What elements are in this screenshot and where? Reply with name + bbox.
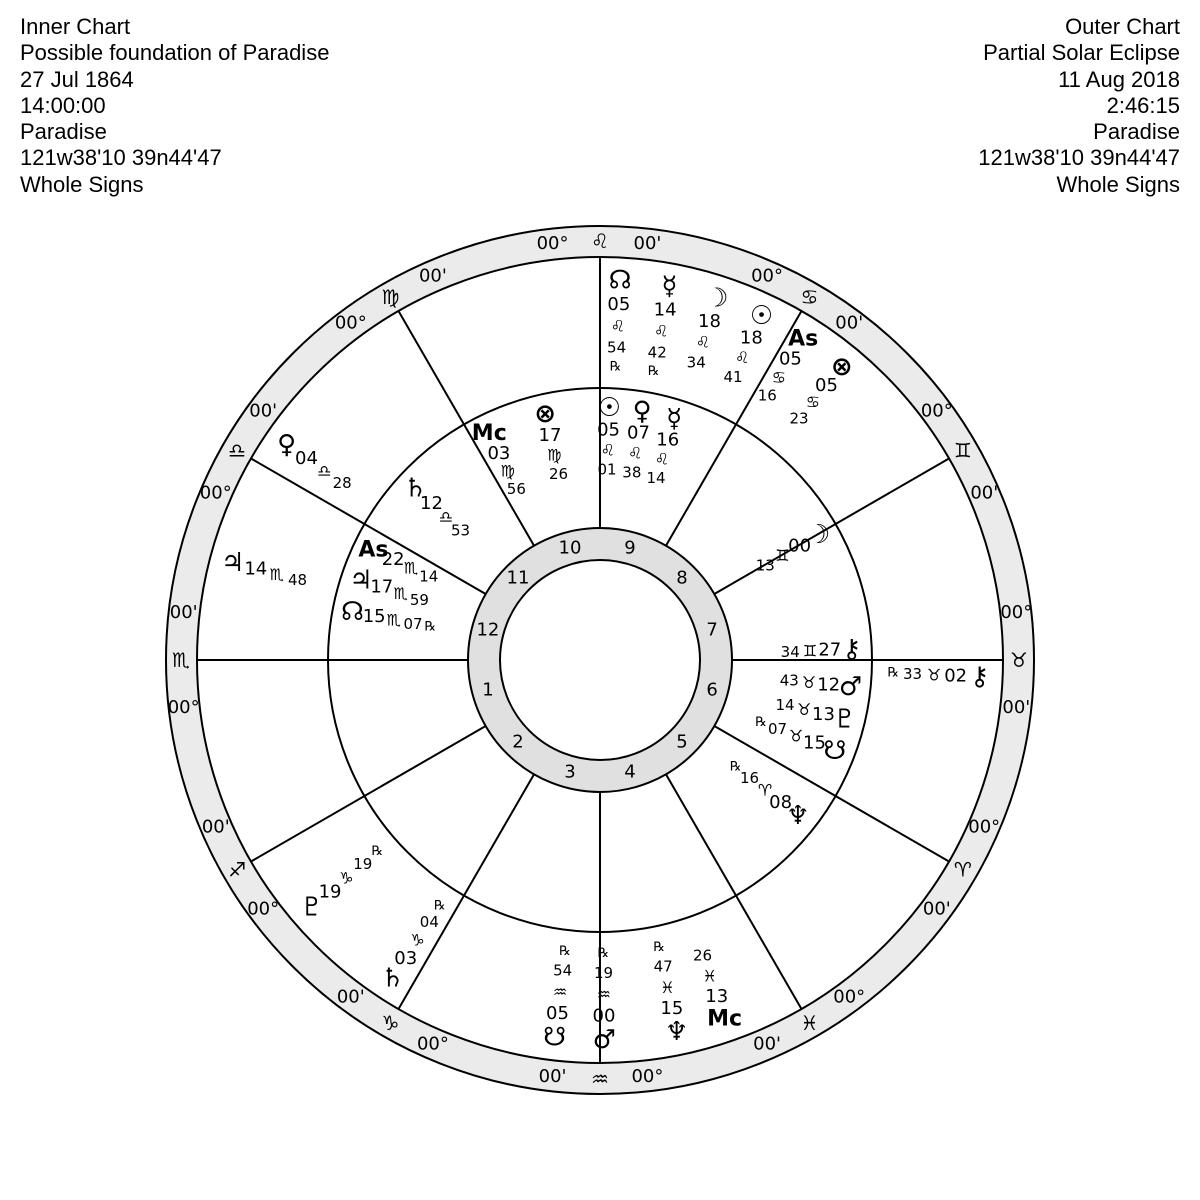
outer-north-node-degree: 05 [607, 294, 631, 316]
outer-venus-icon: ♀ [277, 429, 297, 460]
outer-mars-minute: 19 [593, 963, 614, 982]
outer-mars-degree: 00 [592, 1005, 616, 1027]
inner-south-node-degree: 15 [803, 732, 826, 754]
outer-chart-title: Outer Chart [1065, 14, 1180, 39]
outer-north-node-retrograde-icon: ℞ [609, 359, 622, 375]
outer-north-node-minute: 54 [607, 338, 627, 357]
inner-neptune-sign-icon: ♈ [757, 780, 773, 800]
inner-north-node-retrograde-icon: ℞ [424, 619, 437, 635]
outer-chiron-minute: 33 [902, 664, 923, 683]
house-number-6: 6 [706, 679, 718, 701]
inner-mercury-icon: ☿ [666, 404, 683, 435]
inner-saturn-minute: 53 [450, 521, 471, 540]
inner-mercury-minute: 14 [646, 469, 666, 488]
zodiac-degree-label: 00° [631, 1065, 664, 1087]
zodiac-degree-label: 00° [416, 1033, 449, 1055]
inner-south-node-icon: ☋ [823, 736, 847, 767]
outer-chiron-icon: ⚷ [970, 661, 990, 692]
zodiac-degree-label: 00° [247, 898, 280, 920]
inner-ascendant-icon: As [358, 537, 389, 563]
outer-chiron-retrograde-icon: ℞ [887, 665, 900, 681]
outer-saturn-icon: ♄ [381, 963, 405, 994]
inner-south-node-retrograde-icon: ℞ [755, 714, 767, 730]
zodiac-minute-label: 00' [418, 265, 447, 287]
inner-moon-icon: ☽ [807, 519, 831, 550]
zodiac-sign-aquarius-icon: ♒ [591, 1067, 609, 1091]
inner-sun-minute: 01 [597, 460, 617, 479]
zodiac-degree-label: 00° [167, 696, 200, 718]
outer-midheaven-sign-icon: ♓ [702, 966, 717, 986]
inner-chart-coords: 121w38'10 39n44'47 [20, 145, 222, 171]
inner-venus-minute: 38 [622, 463, 642, 482]
zodiac-sign-virgo-icon: ♍ [381, 285, 400, 310]
outer-chart-place: Paradise [1093, 119, 1180, 145]
inner-neptune-minute: 16 [739, 768, 760, 787]
outer-jupiter-minute: 48 [288, 571, 308, 590]
outer-jupiter-icon: ♃ [220, 547, 245, 578]
outer-moon-sign-icon: ♌ [695, 332, 711, 352]
zodiac-sign-libra-icon: ♎ [228, 438, 247, 463]
outer-pluto-retrograde-icon: ℞ [371, 843, 384, 859]
outer-sun-icon: ☉ [749, 301, 774, 332]
zodiac-minute-label: 00' [249, 400, 278, 422]
outer-moon-minute: 34 [686, 353, 706, 372]
outer-pluto-icon: ♇ [300, 892, 324, 923]
zodiac-minute-label: 00' [835, 312, 864, 334]
inner-neptune-retrograde-icon: ℞ [729, 759, 742, 775]
inner-midheaven-sign-icon: ♍ [500, 461, 515, 481]
house-number-3: 3 [564, 761, 576, 783]
zodiac-degree-label: 00° [833, 986, 866, 1008]
inner-saturn-degree: 12 [420, 492, 443, 514]
inner-part-of-fortune-minute: 26 [549, 465, 569, 484]
inner-south-node-sign-icon: ♉ [788, 726, 804, 746]
zodiac-minute-label: 00' [633, 233, 662, 255]
outer-midheaven-minute: 26 [693, 946, 713, 965]
outer-midheaven-icon: Mc [707, 1006, 743, 1032]
inner-chiron-degree: 27 [818, 639, 842, 661]
house-number-11: 11 [506, 567, 530, 589]
outer-midheaven-degree: 13 [705, 985, 729, 1007]
outer-saturn-retrograde-icon: ℞ [433, 898, 446, 914]
zodiac-sign-sagittarius-icon: ♐ [228, 857, 247, 882]
outer-chiron-sign-icon: ♉ [926, 665, 942, 685]
zodiac-sign-pisces-icon: ♓ [800, 1010, 819, 1035]
zodiac-minute-label: 00' [970, 482, 999, 504]
zodiac-degree-label: 00° [536, 233, 569, 255]
zodiac-sign-gemini-icon: ♊ [953, 438, 972, 463]
zodiac-degree-label: 00° [920, 400, 953, 422]
outer-venus-sign-icon: ♎ [317, 461, 332, 481]
zodiac-sign-taurus-icon: ♉ [1010, 648, 1028, 672]
inner-sun-icon: ☉ [597, 393, 622, 424]
zodiac-degree-label: 00° [1000, 602, 1033, 624]
house-number-8: 8 [676, 567, 688, 589]
zodiac-minute-label: 00' [753, 1033, 782, 1055]
outer-saturn-minute: 04 [419, 913, 439, 932]
inner-north-node-minute: 07 [403, 614, 423, 633]
zodiac-sign-leo-icon: ♌ [591, 229, 609, 253]
outer-south-node-retrograde-icon: ℞ [559, 943, 571, 959]
house-number-7: 7 [706, 619, 718, 641]
inner-moon-degree: 00 [788, 535, 812, 557]
outer-north-node-icon: ☊ [608, 265, 632, 296]
zodiac-degree-label: 00° [968, 816, 1001, 838]
outer-mercury-icon: ☿ [661, 271, 678, 302]
house-number-1: 1 [482, 679, 494, 701]
inner-midheaven-minute: 56 [506, 479, 526, 498]
zodiac-minute-label: 00' [1002, 696, 1031, 718]
outer-part-of-fortune-degree: 05 [815, 374, 838, 396]
zodiac-sign-scorpio-icon: ♏ [172, 648, 190, 672]
inner-pluto-degree: 13 [812, 703, 835, 725]
outer-moon-icon: ☽ [705, 283, 729, 314]
zodiac-degree-label: 00° [334, 312, 367, 334]
outer-part-of-fortune-sign-icon: ♋ [805, 392, 820, 412]
inner-venus-sign-icon: ♌ [627, 443, 643, 463]
inner-chart-time: 14:00:00 [20, 92, 106, 118]
zodiac-sign-capricorn-icon: ♑ [381, 1010, 400, 1035]
outer-ascendant-sign-icon: ♋ [771, 367, 787, 387]
center-circle [500, 560, 700, 760]
outer-sun-minute: 41 [723, 367, 743, 386]
zodiac-minute-label: 00' [169, 602, 198, 624]
inner-ascendant-minute: 14 [419, 567, 439, 586]
outer-saturn-sign-icon: ♑ [410, 930, 425, 950]
inner-venus-degree: 07 [627, 422, 650, 444]
inner-part-of-fortune-sign-icon: ♍ [547, 445, 562, 465]
outer-mars-sign-icon: ♒ [596, 984, 611, 1004]
outer-chart-coords: 121w38'10 39n44'47 [978, 145, 1180, 171]
inner-mars-sign-icon: ♉ [801, 673, 817, 693]
zodiac-minute-label: 00' [922, 898, 951, 920]
outer-jupiter-degree: 14 [244, 558, 268, 580]
zodiac-sign-aries-icon: ♈ [953, 857, 972, 882]
outer-saturn-degree: 03 [394, 947, 418, 969]
inner-north-node-degree: 15 [362, 605, 386, 627]
inner-sun-sign-icon: ♌ [600, 440, 615, 460]
outer-chart-date: 11 Aug 2018 [1058, 66, 1180, 92]
outer-neptune-icon: ♆ [665, 1017, 689, 1048]
outer-moon-degree: 18 [698, 310, 721, 332]
outer-neptune-degree: 15 [660, 998, 684, 1020]
outer-neptune-sign-icon: ♓ [660, 978, 675, 998]
zodiac-minute-label: 00' [336, 986, 365, 1008]
inner-north-node-icon: ☊ [341, 597, 365, 628]
zodiac-minute-label: 00' [201, 816, 230, 838]
inner-midheaven-degree: 03 [487, 442, 511, 464]
inner-chiron-sign-icon: ♊ [802, 641, 818, 661]
inner-part-of-fortune-degree: 17 [538, 425, 562, 447]
outer-mercury-degree: 14 [653, 299, 677, 321]
outer-neptune-retrograde-icon: ℞ [653, 940, 666, 956]
inner-mars-minute: 43 [779, 671, 799, 690]
inner-saturn-icon: ♄ [403, 473, 428, 504]
outer-jupiter-sign-icon: ♏ [269, 565, 284, 585]
inner-mercury-sign-icon: ♌ [654, 449, 670, 469]
outer-chart-event: Partial Solar Eclipse [983, 40, 1180, 66]
outer-mercury-minute: 42 [647, 343, 667, 362]
house-number-12: 12 [476, 619, 500, 641]
outer-venus-minute: 28 [332, 473, 352, 492]
outer-mars-retrograde-icon: ℞ [597, 946, 610, 962]
zodiac-degree-label: 00° [199, 482, 232, 504]
outer-part-of-fortune-icon: ⊗ [830, 351, 853, 382]
inner-north-node-sign-icon: ♏ [386, 610, 401, 630]
inner-jupiter-minute: 59 [409, 590, 429, 609]
inner-jupiter-degree: 17 [370, 576, 394, 598]
outer-sun-sign-icon: ♌ [735, 347, 750, 367]
outer-chart-time: 2:46:15 [1106, 92, 1180, 118]
inner-chart-house-system: Whole Signs [20, 171, 144, 197]
outer-mercury-retrograde-icon: ℞ [647, 363, 660, 379]
inner-moon-sign-icon: ♊ [775, 546, 790, 566]
outer-mercury-sign-icon: ♌ [653, 321, 669, 341]
outer-ascendant-icon: As [788, 326, 819, 352]
outer-ascendant-degree: 05 [778, 348, 802, 370]
inner-jupiter-icon: ♃ [349, 565, 373, 596]
inner-saturn-sign-icon: ♎ [438, 507, 454, 527]
house-number-9: 9 [624, 537, 636, 559]
inner-ascendant-sign-icon: ♏ [403, 558, 419, 578]
zodiac-minute-label: 00' [538, 1065, 567, 1087]
inner-south-node-minute: 07 [767, 719, 788, 738]
house-number-10: 10 [558, 537, 582, 559]
outer-south-node-icon: ☋ [543, 1022, 567, 1053]
zodiac-sign-cancer-icon: ♋ [800, 285, 819, 310]
outer-pluto-degree: 19 [318, 881, 342, 903]
inner-part-of-fortune-icon: ⊗ [534, 399, 557, 430]
house-number-2: 2 [512, 731, 524, 753]
outer-part-of-fortune-minute: 23 [789, 409, 809, 428]
outer-mars-icon: ♂ [592, 1024, 616, 1055]
inner-moon-minute: 13 [755, 556, 775, 575]
inner-midheaven-icon: Mc [471, 421, 507, 447]
outer-pluto-sign-icon: ♑ [339, 868, 354, 888]
outer-pluto-minute: 19 [353, 854, 373, 873]
house-number-4: 4 [624, 761, 636, 783]
outer-ascendant-minute: 16 [757, 386, 777, 405]
inner-chart-event: Possible foundation of Paradise [20, 40, 330, 66]
inner-sun-degree: 05 [597, 419, 620, 441]
outer-sun-degree: 18 [739, 327, 763, 349]
inner-ascendant-degree: 22 [381, 548, 405, 570]
inner-neptune-degree: 08 [769, 791, 793, 813]
inner-chart-date: 27 Jul 1864 [20, 66, 134, 92]
outer-venus-degree: 04 [295, 448, 318, 470]
outer-north-node-sign-icon: ♌ [610, 316, 625, 336]
inner-chart-place: Paradise [20, 119, 107, 145]
outer-south-node-minute: 54 [553, 961, 573, 980]
outer-chart-house-system: Whole Signs [1056, 171, 1180, 197]
inner-chiron-minute: 34 [780, 642, 800, 661]
inner-mars-degree: 12 [817, 674, 841, 696]
inner-jupiter-sign-icon: ♏ [393, 583, 408, 603]
outer-chiron-degree: 02 [944, 665, 968, 687]
outer-south-node-sign-icon: ♒ [552, 982, 568, 1002]
outer-south-node-degree: 05 [546, 1002, 569, 1024]
inner-neptune-icon: ♆ [786, 801, 810, 832]
zodiac-degree-label: 00° [751, 265, 784, 287]
inner-chart-title: Inner Chart [20, 14, 131, 39]
inner-venus-icon: ♀ [632, 396, 652, 427]
inner-pluto-icon: ♇ [833, 704, 857, 735]
house-number-5: 5 [676, 731, 688, 753]
inner-mercury-degree: 16 [656, 429, 680, 451]
inner-pluto-minute: 14 [775, 696, 795, 715]
inner-mars-icon: ♂ [838, 672, 863, 703]
inner-chiron-icon: ⚷ [842, 634, 862, 665]
outer-neptune-minute: 47 [653, 957, 673, 976]
inner-pluto-sign-icon: ♉ [797, 700, 812, 720]
